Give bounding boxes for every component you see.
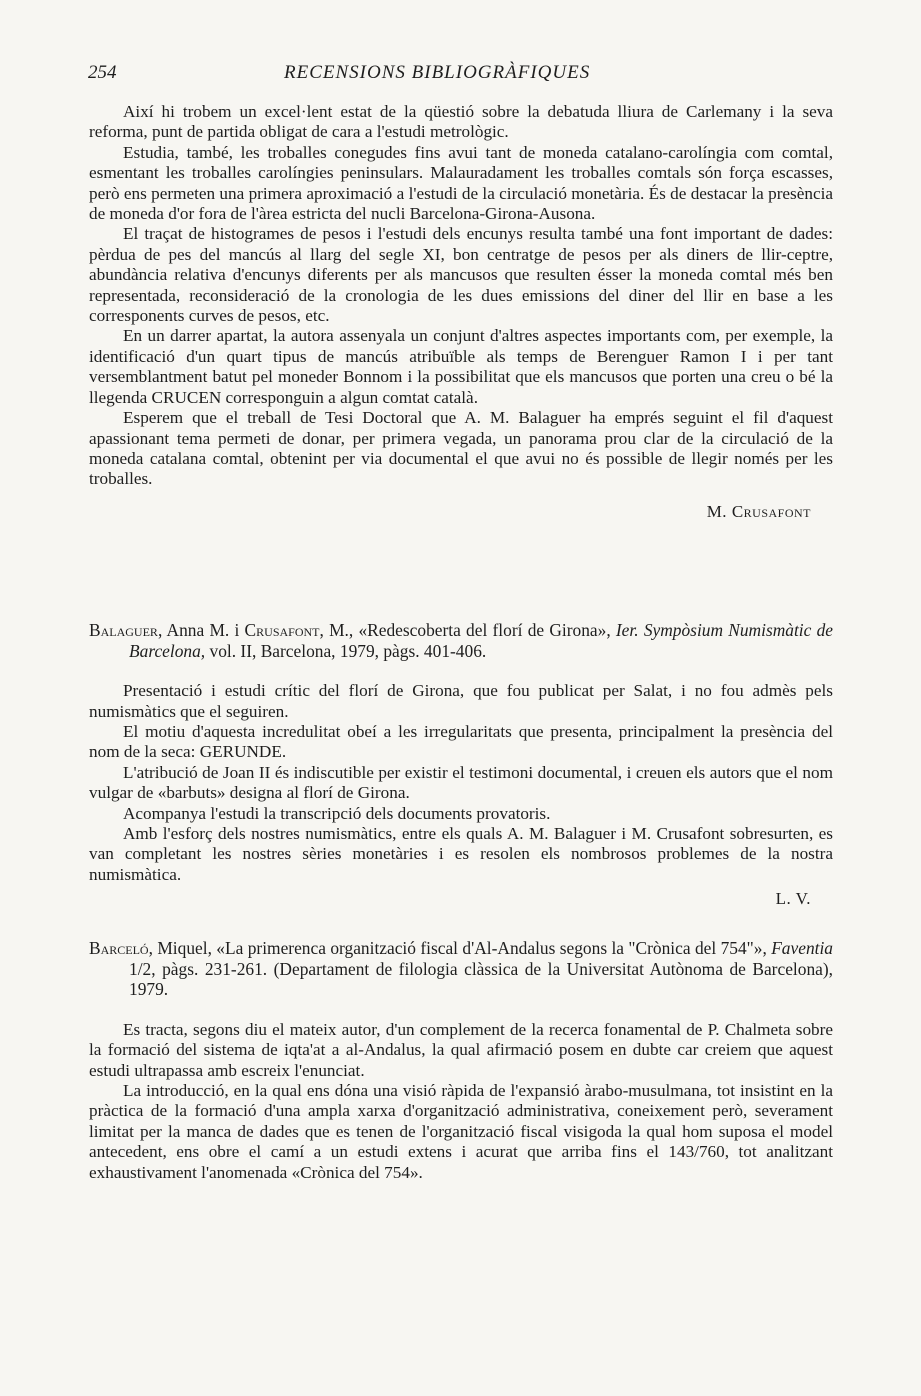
review-1-paragraph: En un darrer apartat, la autora assenyala un conjunt d'altres aspectes importants com, per exemple, la identificació d'un quart tipus de mancús atribuïble als temps de Berenguer Ramon I i per tant versemblantment batut pel moneder Bonnom i la possibilitat que els mancusos que porten una creu o bé la llegenda CRUCEN corresponguin a algun comtat català.	[89, 326, 833, 407]
page-number: 254	[88, 62, 117, 83]
review-2-paragraph: El motiu d'aquesta incredulitat obeí a les irregularitats que presenta, principalment la presència del nom de la seca: GERUNDE.	[89, 722, 833, 762]
review-3-paragraph: La introducció, en la qual ens dóna una visió ràpida de l'expansió àrabo-musulmana, tot insistint en la pràctica de la formació d'una ampla xarxa d'organització administrativa, coneixement però, severament limitat per la manca de dades que es tenen de l'organització fiscal visigoda la qual hom suposa el model antecedent, ens obre el camí a un estudi extens i acurat que arriba fins el 143/760, tot analitzant exhaustivament l'anomenada «Crònica del 754».	[89, 1081, 833, 1182]
review-1-paragraph: Així hi trobem un excel·lent estat de la qüestió sobre la debatuda lliura de Carlemany i la seva reforma, punt de partida obligat de cara a l'estudi metrològic.	[89, 102, 833, 142]
review-2-paragraph: Amb l'esforç dels nostres numismàtics, entre els quals A. M. Balaguer i M. Crusafont sobresurten, es van completant les nostres sèries monetàries i es resolen els nombrosos problemes de la nostra numismàtica.	[89, 824, 833, 884]
review-3	[89, 938, 833, 1183]
review-2-citation: Balaguer, Anna M. i Crusafont, M., «Redescoberta del florí de Girona», Ier. Sympòsium Numismàtic de Barcelona, vol. II, Barcelona, 1979, pàgs. 401-406.	[89, 620, 833, 661]
running-title: RECENSIONS BIBLIOGRÀFIQUES	[284, 62, 591, 83]
review-3-paragraph: Es tracta, segons diu el mateix autor, d'un complement de la recerca fonamental de P. Chalmeta sobre la formació del sistema de iqta'at a al-Andalus, la qual afirmació posem en dubte car creiem que aquest estudi ultrapassa amb escreix l'enunciat.	[89, 1019, 833, 1080]
review-2-paragraph: Acompanya l'estudi la transcripció dels documents provatoris.	[123, 803, 551, 823]
review-2-paragraph: L'atribució de Joan II és indiscutible per existir el testimoni documental, i creuen els autors que el nom vulgar de «barbuts» designa al florí de Girona.	[89, 762, 833, 803]
review-1-paragraph: Esperem que el treball de Tesi Doctoral que A. M. Balaguer ha emprés seguint el fil d'aquest apassionant tema permeti de donar, per primera vegada, un panorama prou clar de la circulació de la moneda catalana comtal, obtenint per via documental el que avui no és possible de llegir només per les troballes.	[89, 408, 833, 489]
review-3-citation: Barceló, Miquel, «La primerenca organització fiscal d'Al-Andalus segons la "Crònica del 754"», Faventia 1/2, pàgs. 231-261. (Departament de filologia clàssica de la Universitat Autònoma de Barcelona), 1979.	[89, 938, 833, 1000]
review-1-paragraph: El traçat de histogrames de pesos i l'estudi dels encunys resulta també una font important de dades: pèrdua de pes del mancús al llarg del segle XI, bon centratge de pesos per als diners de llir-ceptre, abundància relativa d'encunys diferents per als mancusos que resulten ésser la moneda comtal més ben representada, reconsideració de la cronologia de les dues emissions del diner del llir en base a les corresponents curves de pesos, etc.	[89, 224, 833, 326]
review-2	[89, 620, 833, 909]
page-header	[88, 62, 833, 92]
review-2-signature: L. V.	[775, 889, 811, 909]
review-2-paragraph: Presentació i estudi crític del florí de Girona, que fou publicat per Salat, i no fou admès pels numismàtics que el seguiren.	[89, 681, 833, 721]
review-1	[89, 102, 833, 522]
review-1-paragraph: Estudia, també, les troballes conegudes fins avui tant de moneda catalano-carolíngia com comtal, esmentant les troballes carolíngies peninsulars. Malauradament les troballes comtals són força escasses, però ens permeten una primera aproximació a l'estudi de la circulació monetària. És de destacar la presència de moneda d'or fora de l'àrea estricta del nucli Barcelona-Girona-Ausona.	[89, 142, 833, 224]
review-1-signature: M. Crusafont	[706, 501, 811, 521]
